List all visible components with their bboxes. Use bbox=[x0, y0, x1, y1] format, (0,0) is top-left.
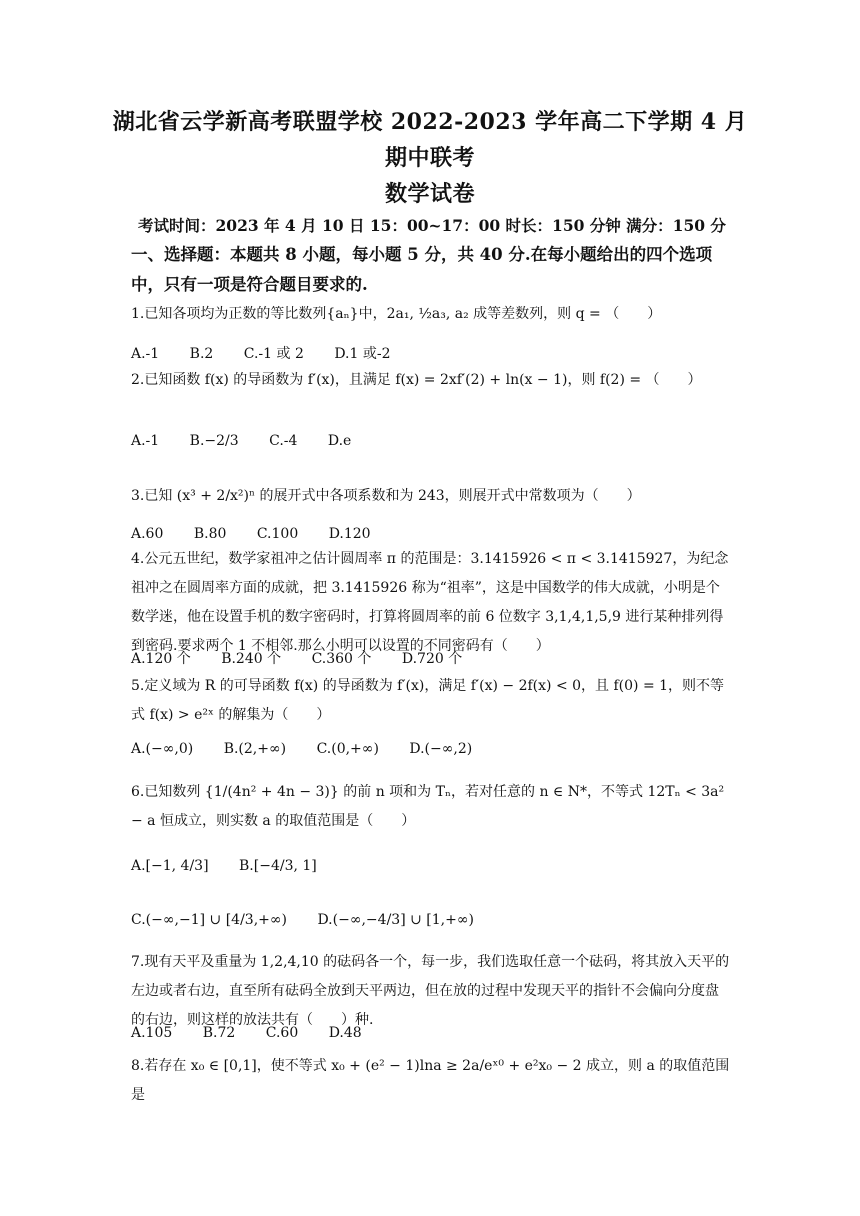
option-a: A.-1 bbox=[131, 346, 160, 362]
question-7-options bbox=[131, 1025, 388, 1041]
option-c: C.-1 或 2 bbox=[243, 346, 304, 362]
option-d: D.(−∞,2) bbox=[409, 741, 473, 757]
option-d: D.48 bbox=[328, 1025, 362, 1041]
option-a: A.-1 bbox=[131, 433, 160, 449]
question-3: 3.已知 (x³ + 2/x²)ⁿ 的展开式中各项系数和为 243，则展开式中常数项为（ ） bbox=[131, 488, 641, 504]
option-a: A.(−∞,0) bbox=[131, 741, 194, 757]
question-4: 4.公元五世纪，数学家祖冲之估计圆周率 π 的范围是：3.1415926 < π < 3.1415927，为纪念祖冲之在圆周率方面的成就，把 3.1415926 称为“祖率”，这是中国数学的伟大成就，小明是个数学迷，他在设置手机的数字密码时，打算将圆周率的前 6 位数字 3,1,4,1,5,9 进行某种排列得到密码.要求两个 1 不相邻.那么小明可以设置的不同密码有（ ） bbox=[131, 551, 729, 654]
option-c: C.60 bbox=[265, 1025, 299, 1041]
option-b: B.240 个 bbox=[221, 651, 282, 667]
option-c: C.360 个 bbox=[311, 651, 372, 667]
option-c: C.(−∞,−1] ∪ [4/3,+∞) bbox=[131, 912, 287, 928]
option-a: A.120 个 bbox=[131, 651, 191, 667]
option-a: A.105 bbox=[131, 1025, 173, 1041]
question-5: 5.定义域为 R 的可导函数 f(x) 的导函数为 f′(x)，满足 f′(x) − 2f(x) < 0，且 f(0) = 1，则不等式 f(x) > e²ˣ 的解集为（ ） bbox=[131, 678, 725, 723]
question-8: 8.若存在 x₀ ∈ [0,1]，使不等式 x₀ + (e² − 1)lna ≥ 2a/eˣ⁰ + e²x₀ − 2 成立，则 a 的取值范围是 bbox=[131, 1058, 730, 1103]
option-b: B.−2/3 bbox=[189, 433, 239, 449]
option-d: D.e bbox=[327, 433, 352, 449]
question-6-options-cd bbox=[131, 912, 500, 928]
option-c: C.100 bbox=[256, 526, 299, 542]
option-c: C.-4 bbox=[269, 433, 298, 449]
option-b: B.[−4/3, 1] bbox=[239, 858, 317, 874]
option-b: B.2 bbox=[189, 346, 214, 362]
section-heading: 一、选择题：本题共 8 小题，每小题 5 分，共 40 分.在每小题给出的四个选项中，只有一项是符合题目要求的. bbox=[131, 245, 713, 294]
option-d: D.(−∞,−4/3] ∪ [1,+∞) bbox=[317, 912, 474, 928]
option-d: D.720 个 bbox=[401, 651, 463, 667]
option-c: C.(0,+∞) bbox=[316, 741, 379, 757]
question-5-options bbox=[131, 741, 498, 757]
question-4-options bbox=[131, 648, 488, 668]
question-6: 6.已知数列 {1/(4n² + 4n − 3)} 的前 n 项和为 Tₙ，若对任意的 n ∈ N*，不等式 12Tₙ < 3a² − a 恒成立，则实数 a 的取值范围是（ ） bbox=[131, 784, 725, 829]
option-b: B.72 bbox=[202, 1025, 236, 1041]
option-b: B.(2,+∞) bbox=[223, 741, 287, 757]
question-7: 7.现有天平及重量为 1,2,4,10 的砝码各一个，每一步，我们选取任意一个砝码，将其放入天平的左边或者右边，直至所有砝码全放到天平两边，但在放的过程中发现天平的指针不会偏向分度盘的右边，则这样的放法共有（ ）种. bbox=[131, 954, 730, 1028]
exam-title-line1: 湖北省云学新高考联盟学校 2022-2023 学年高二下学期 4 月 bbox=[112, 109, 748, 135]
exam-title-line2: 期中联考 bbox=[384, 145, 475, 171]
question-6-options-ab bbox=[131, 858, 343, 874]
subject-title: 数学试卷 bbox=[384, 181, 475, 207]
question-2-options bbox=[131, 433, 377, 449]
option-a: A.60 bbox=[131, 526, 164, 542]
option-b: B.80 bbox=[193, 526, 227, 542]
question-3-options bbox=[131, 526, 397, 542]
option-a: A.[−1, 4/3] bbox=[131, 858, 209, 874]
question-1: 1.已知各项均为正数的等比数列{aₙ}中，2a₁, ½a₃, a₂ 成等差数列，则 q = （ ） bbox=[131, 306, 662, 322]
exam-info: 考试时间：2023 年 4 月 10 日 15：00~17：00 时长：150 分钟 满分：150 分 bbox=[138, 216, 726, 235]
option-d: D.120 bbox=[328, 526, 371, 542]
question-2: 2.已知函数 f(x) 的导函数为 f′(x)，且满足 f(x) = 2xf′(2) + ln(x − 1)，则 f(2) = （ ） bbox=[131, 372, 702, 388]
question-1-options bbox=[131, 343, 417, 363]
option-d: D.1 或-2 bbox=[334, 346, 391, 362]
